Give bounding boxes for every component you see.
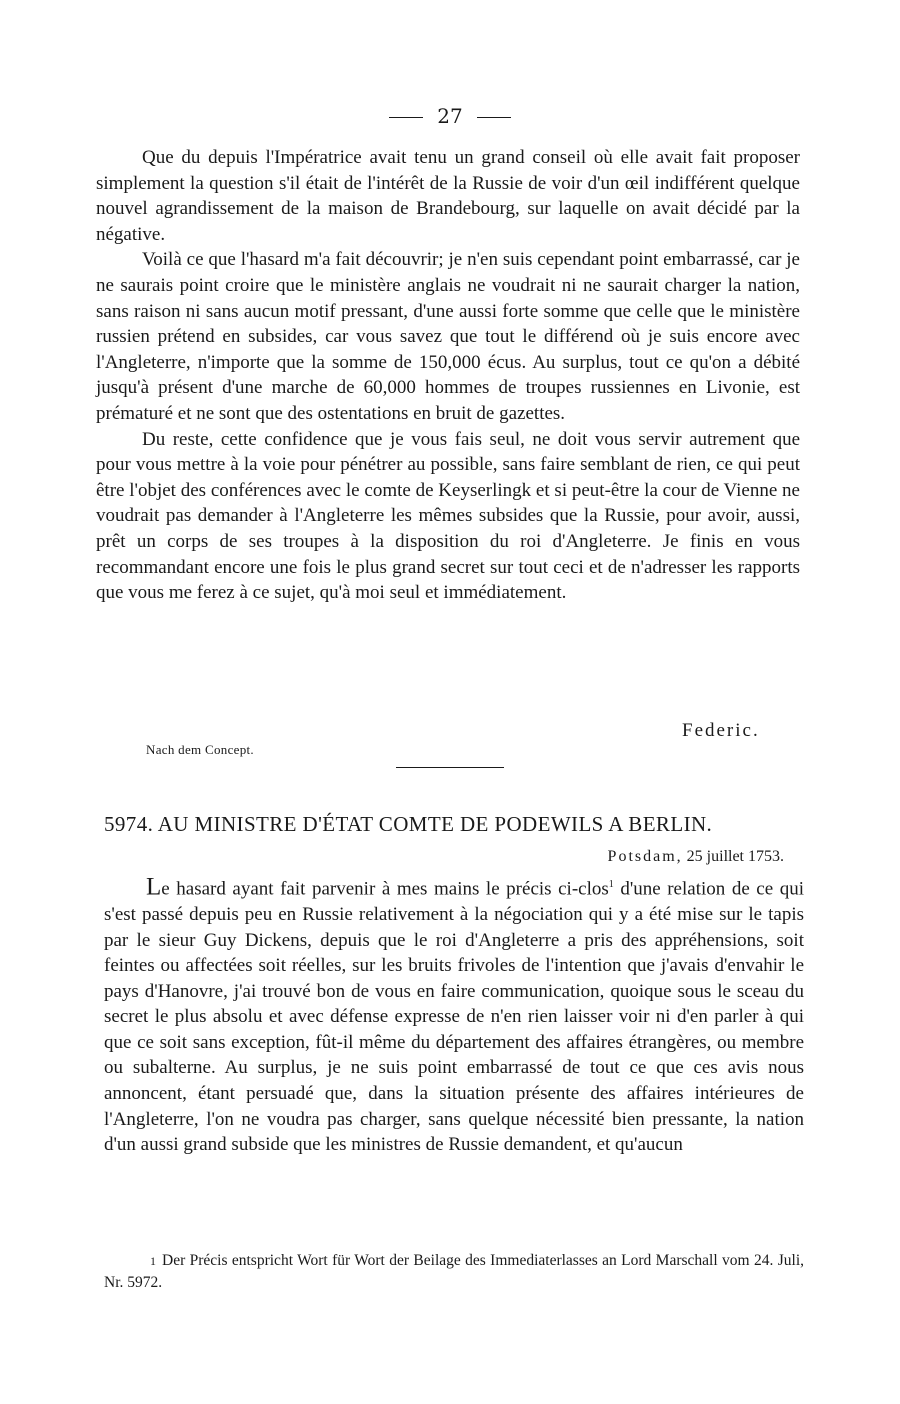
letter-one-body xyxy=(96,145,800,606)
paragraph: Que du depuis l'Impératrice avait tenu un grand conseil où elle avait fait proposer simplement la question s'il était de l'intérêt de la Russie de voir d'un œil indifférent quelque nouvel agrandissement de la maison de Brandebourg, sur laquelle on avait décidé par la négative. xyxy=(96,147,800,245)
footnote-mark: 1 xyxy=(150,1254,156,1268)
dateline-date: 25 juillet 1753. xyxy=(686,848,784,865)
footnote-text: Der Précis entspricht Wort für Wort der Beilage des Immediaterlasses an Lord Marschall vom 24. Juli, Nr. 5972. xyxy=(104,1252,804,1291)
paragraph-text: d'une relation de ce qui s'est passé depuis peu en Russie relativement à la négociation qui y a été mise sur le tapis par le sieur Guy Dickens, depuis que le roi d'Angleterre a pris des appréhensions, soit feintes ou affectées soit réelles, sur les bruits frivoles de l'intention que j'avais d'envahir le pays d'Hanovre, j'ai trouvé bon de vous en faire communication, quoique sous le sceau du secret le plus absolu et avec défense expresse de n'en rien laisser voir ni d'en parler à qui que ce soit sans exception, fût-il même du département des affaires étrangères, ou membre ou subalterne. Au surplus, je ne suis point embarrassé de tout ce que ces avis nous annoncent, étant persuadé que, dans la situation présente des affaires intérieures de l'Angleterre, l'on ne voudra pas charger, sans quelque nécessité bien pressante, la nation d'un aussi grand subside que les ministres de Russie demandent, et qu'aucun xyxy=(104,878,805,1156)
paragraph-text: e hasard ayant fait parvenir à mes mains le précis ci-clos xyxy=(161,878,609,900)
page-number-text: 27 xyxy=(437,104,463,128)
page-number-right-dash xyxy=(477,117,511,118)
section-divider xyxy=(396,767,504,768)
dateline xyxy=(0,848,784,866)
paragraph: Voilà ce que l'hasard m'a fait découvrir; je n'en suis cependant point embarrassé, car je ne saurais point croire que le ministère anglais ne voudrait ni ne saurait charger la nation, sans raison ni sans aucun motif pressant, d'une aussi forte somme que celle que le ministère russien prétend en subsides, car vous savez que tout le différend où je suis encore avec l'Angleterre, n'importe que la somme de 150,000 écus. Au surplus, tout ce qu'on a débité jusqu'à présent d'une marche de 60,000 hommes de troupes russiennes en Livonie, est prématuré et ne sont que des ostentations en bruit de gazettes. xyxy=(96,249,800,424)
footnote xyxy=(104,1250,804,1294)
page-number xyxy=(0,104,900,128)
signature: Federic. xyxy=(682,720,760,741)
letter-two-body xyxy=(104,872,804,1158)
page-number-left-dash xyxy=(389,117,423,118)
initial-letter: L xyxy=(146,873,162,901)
dateline-place: Potsdam, xyxy=(607,848,683,865)
paragraph: Du reste, cette confidence que je vous fais seul, ne doit vous servir autrement que pour vous mettre à la voie pour pénétrer au possible, sans faire semblant de rien, ce qui peut être l'objet des conférences avec le comte de Keyserlingk et si peut-être la cour de Vienne ne voudrait pas demander à l'Angleterre les mêmes subsides que la Russie, pour avoir, aussi, prêt un corps de ses troupes à la disposition du roi d'Angleterre. Je finis en vous recommandant encore une fois le plus grand secret sur tout ceci et de n'adresser les rapports que vous me ferez à ce sujet, qu'à moi seul et immédiatement. xyxy=(96,428,800,604)
footnote-reference: 1 xyxy=(608,879,614,890)
document-heading: 5974. AU MINISTRE D'ÉTAT COMTE DE PODEWILS A BERLIN. xyxy=(104,812,713,836)
paragraph xyxy=(104,872,804,1158)
source-note: Nach dem Concept. xyxy=(146,742,254,757)
